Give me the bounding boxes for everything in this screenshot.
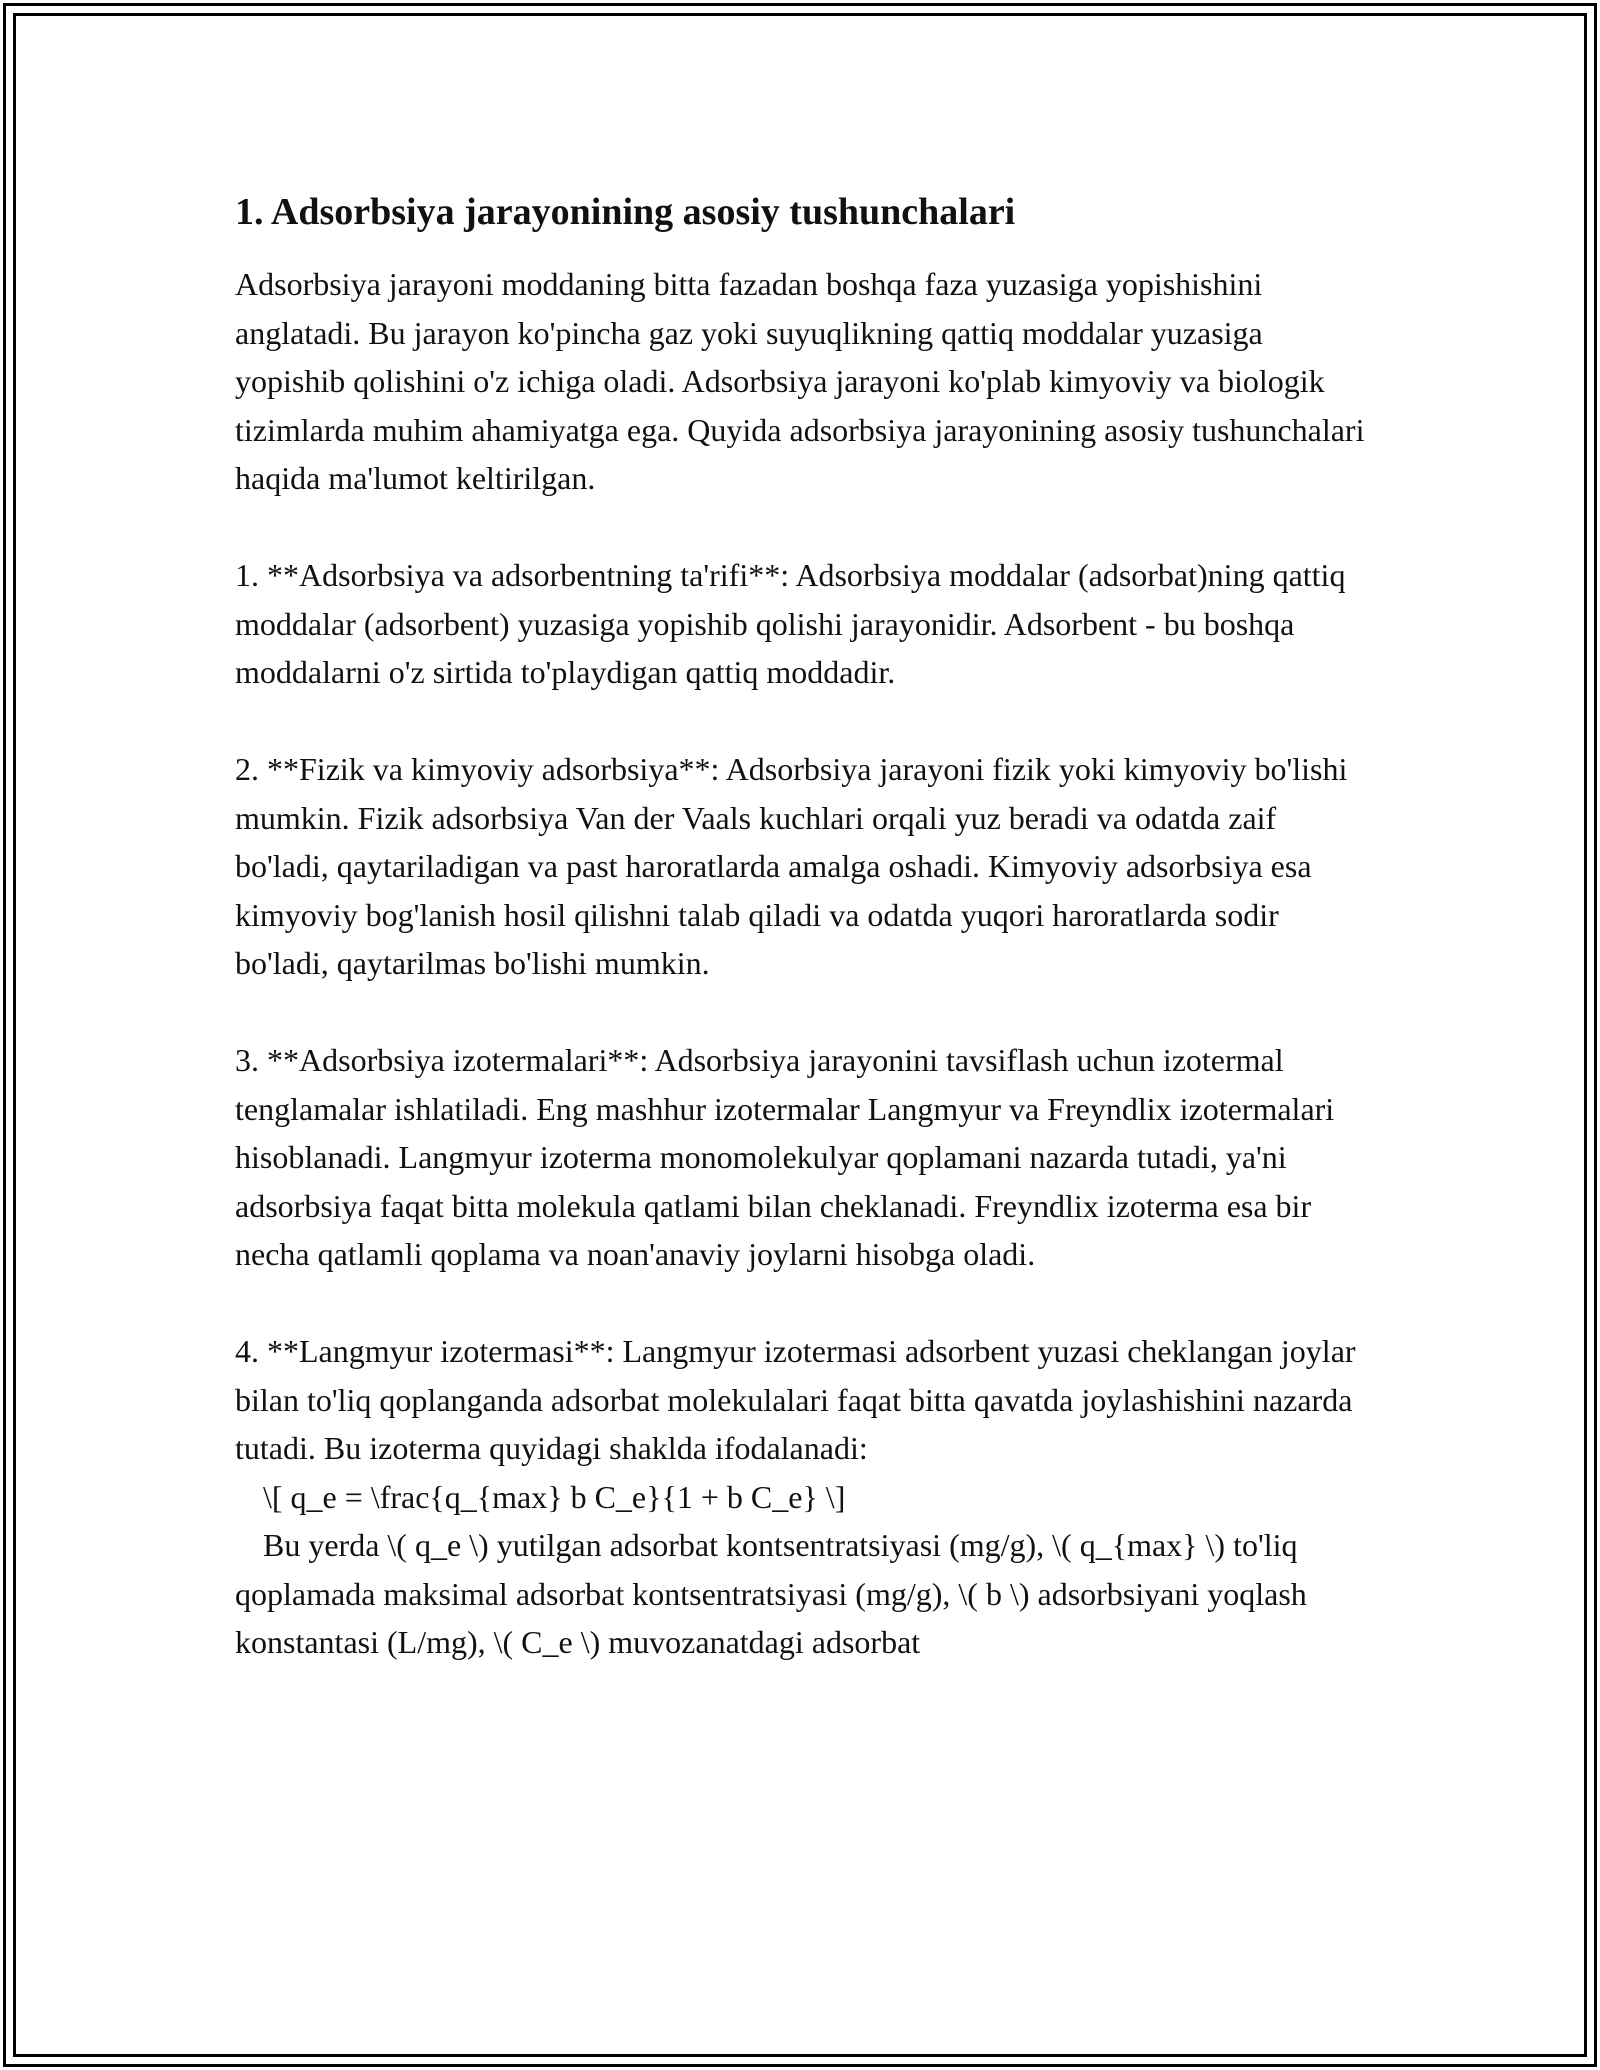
paragraph-gap <box>235 988 1375 1037</box>
document-body <box>235 186 1375 1667</box>
formula-explanation-text: Bu yerda \( q_e \) yutilgan adsorbat kontsentratsiyasi (mg/g), \( q_{max} \) to'liq qoplamada maksimal adsorbat kontsentratsiyasi (mg/g), \( b \) adsorbsiyani yoqlash konstantasi (L/mg), \( C_e \) muvozanatdagi adsorbat <box>235 1527 1307 1660</box>
paragraph-gap <box>235 503 1375 552</box>
paragraph-gap <box>235 1279 1375 1328</box>
formula-explanation <box>235 1521 1375 1667</box>
list-item-physical-chemical: 2. **Fizik va kimyoviy adsorbsiya**: Adsorbsiya jarayoni fizik yoki kimyoviy bo'lishi mumkin. Fizik adsorbsiya Van der Vaals kuchlari orqali yuz beradi va odatda zaif bo'ladi, qaytariladigan va past haroratlarda amalga oshadi. Kimyoviy adsorbsiya esa kimyoviy bog'lanish hosil qilishni talab qiladi va odatda yuqori haroratlarda sodir bo'ladi, qaytarilmas bo'lishi mumkin. <box>235 751 1348 981</box>
document-title: 1. Adsorbsiya jarayonining asosiy tushunchalari <box>235 191 1016 233</box>
list-item-langmuir: 4. **Langmyur izotermasi**: Langmyur izotermasi adsorbent yuzasi cheklangan joylar bilan to'liq qoplanganda adsorbat molekulalari faqat bitta qavatda joylashishini nazarda tutadi. Bu izoterma quyidagi shaklda ifodalanadi: <box>235 1333 1356 1466</box>
intro-paragraph: Adsorbsiya jarayoni moddaning bitta fazadan boshqa faza yuzasiga yopishishini anglatadi. Bu jarayon ko'pincha gaz yoki suyuqlikning qattiq moddalar yuzasiga yopishib qolishini o'z ichiga oladi. Adsorbsiya jarayoni ko'plab kimyoviy va biologik tizimlarda muhim ahamiyatga ega. Quyida adsorbsiya jarayonining asosiy tushunchalari haqida ma'lumot keltirilgan. <box>235 266 1365 496</box>
langmuir-formula: \[ q_e = \frac{q_{max} b C_e}{1 + b C_e} \] <box>263 1478 846 1515</box>
paragraph-gap <box>235 697 1375 746</box>
list-item-definition: 1. **Adsorbsiya va adsorbentning ta'rifi**: Adsorbsiya moddalar (adsorbat)ning qattiq moddalar (adsorbent) yuzasiga yopishib qolishi jarayonidir. Adsorbent - bu boshqa moddalarni o'z sirtida to'playdigan qattiq moddadir. <box>235 557 1346 690</box>
list-item-isotherms: 3. **Adsorbsiya izotermalari**: Adsorbsiya jarayonini tavsiflash uchun izotermal tenglamalar ishlatiladi. Eng mashhur izotermalar Langmyur va Freyndlix izotermalari hisoblanadi. Langmyur izoterma monomolekulyar qoplamani nazarda tutadi, ya'ni adsorbsiya faqat bitta molekula qatlami bilan cheklanadi. Freyndlix izoterma esa bir necha qatlamli qoplama va noan'anaviy joylarni hisobga oladi. <box>235 1042 1335 1272</box>
